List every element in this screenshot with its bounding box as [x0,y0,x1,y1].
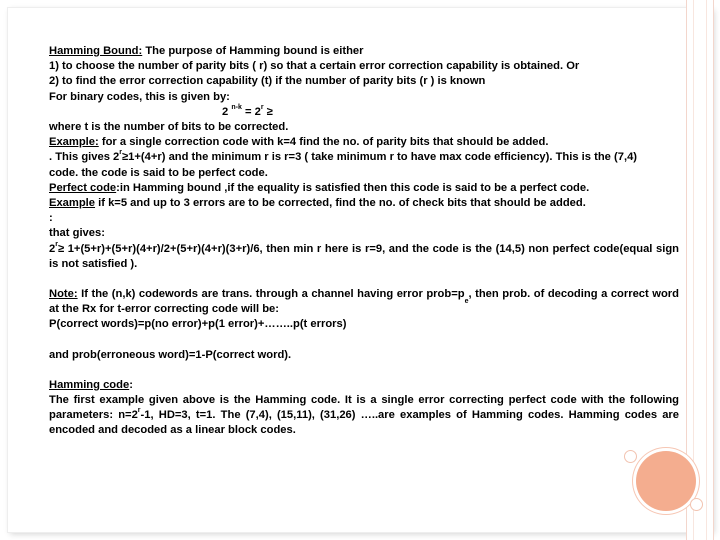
hamming-code-colon: : [129,378,133,391]
purpose-2: 2) to find the error correction capability (t) if the number of parity bits (r ) is known [49,75,486,88]
formula-equals: = 2 [241,105,261,118]
decorative-orange-circle [636,451,696,511]
example-1-text: for a single correction code with k=4 find the no. of parity bits that should be added. [98,136,549,149]
example-1-label: Example: [49,136,99,149]
perfect-code-definition [49,181,679,196]
perfect-code-statement: code. the code is said to be perfect code. [49,166,268,179]
p-correct-line: P(correct words)=p(no error)+p(1 error)+……..p(t errors) [49,318,347,331]
formula-exponent-nk: n-k [231,103,242,111]
decorative-small-circle [624,450,637,463]
spacer [49,272,679,287]
note-subscript: e [464,298,469,306]
hamming-code-heading [49,378,679,393]
hamming-bound-heading-line [49,44,679,59]
colon-line: : [49,212,53,225]
hamming-bound-intro: The purpose of Hamming bound is either [142,45,364,57]
example-2-label: Example [49,197,96,210]
hamming-code-text-a: The first example given above is the Hamming code. It is a single error correcting perfect code with the following parameters: n=2 [49,394,679,422]
formula-base: 2 [222,105,232,118]
example-2-line [49,196,679,211]
hamming-code-exponent: r [137,407,141,415]
example-2-result-base: 2 [49,242,56,255]
note-label: Note: [49,288,78,301]
decorative-small-circle [690,498,703,511]
purpose-1: 1) to choose the number of parity bits ( r) so that a certain error correction capability is obtained. Or [49,60,580,73]
slide-content [49,44,679,439]
example-2-text: if k=5 and up to 3 errors are to be corrected, find the no. of check bits that should be added. [95,197,586,210]
hamming-bound-label: Hamming Bound: [49,45,143,57]
this-gives-b: ≥1+(4+r) and the minimum r is r=3 ( take minimum r to have max code efficiency). This is the (7,4) [122,151,638,164]
perfect-code-text: :in Hamming bound ,if the equality is satisfied then this code is said to be a perfect code. [116,181,590,194]
hamming-bound-formula [49,105,679,120]
formula-exponent-r: r [260,103,264,111]
note-text-b: , then prob. of decoding a correct word at the Rx for t-error correcting code will be: [49,288,679,316]
decorative-vertical-band [686,0,714,540]
example-2-result [49,242,679,272]
p-erroneous-line: and prob(erroneous word)=1-P(correct word). [49,348,292,361]
spacer [49,333,679,348]
example-1-line [49,135,679,150]
this-gives-a: . This gives 2 [49,151,120,164]
where-t-line: where t is the number of bits to be corrected. [49,121,289,134]
hamming-code-paragraph [49,393,679,439]
this-gives-line [49,150,679,165]
spacer [49,363,679,378]
example-2-result-exponent: r [55,240,58,248]
hamming-code-label: Hamming code [49,378,130,391]
that-gives-line: that gives: [49,227,105,240]
example-2-result-text: ≥ 1+(5+r)+(5+r)(4+r)/2+(5+r)(4+r)(3+r)/6, then min r here is r=9, and the code is the (14,5) non perfect code(equal sign is not satisfied ). [49,242,679,270]
binary-codes-line: For binary codes, this is given by: [49,90,230,103]
note-paragraph [49,287,679,317]
perfect-code-label: Perfect code [49,181,117,194]
hamming-code-text-b: -1, HD=3, t=1. The (7,4), (15,11), (31,26) …..are examples of Hamming codes. Hamming codes are encoded and decoded as a linear block codes. [49,409,679,437]
this-gives-exponent: r [119,149,122,157]
note-text-a: If the (n,k) codewords are trans. through a channel having error prob=p [77,288,465,301]
formula-geq: ≥ [263,105,273,118]
